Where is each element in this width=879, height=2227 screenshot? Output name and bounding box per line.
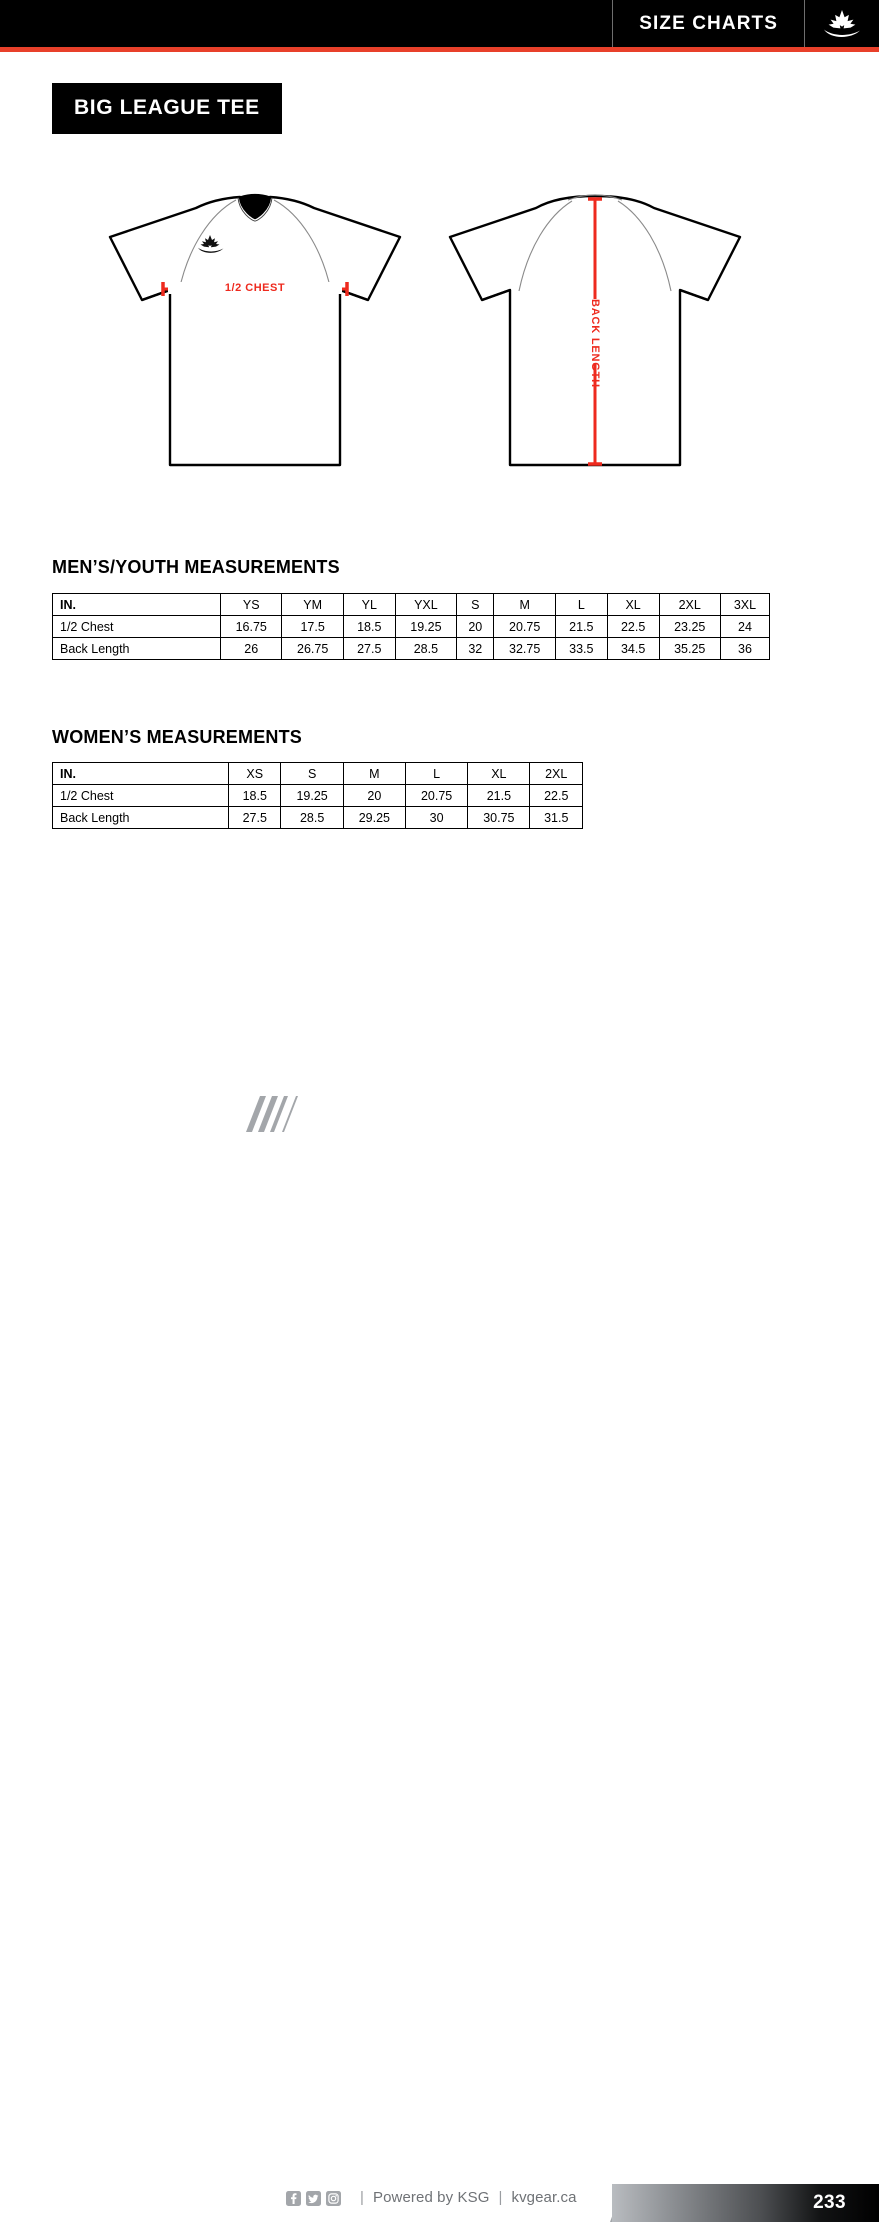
column-header-xl: XL bbox=[468, 763, 530, 785]
table-header-row bbox=[53, 594, 770, 616]
table-row bbox=[53, 638, 770, 660]
cell: 22.5 bbox=[607, 616, 659, 638]
row-label-half-chest: 1/2 Chest bbox=[53, 785, 229, 807]
cell: 27.5 bbox=[229, 807, 281, 829]
column-header-ym: YM bbox=[282, 594, 343, 616]
header-title: SIZE CHARTS bbox=[639, 12, 778, 34]
row-label-back-length: Back Length bbox=[53, 638, 221, 660]
column-header-s: S bbox=[281, 763, 343, 785]
cell: 18.5 bbox=[229, 785, 281, 807]
table-row bbox=[53, 785, 583, 807]
back-length-measure-label: BACK LENGTH bbox=[584, 299, 606, 363]
page-header bbox=[0, 0, 879, 47]
footer-separator-2: | bbox=[498, 2189, 503, 2206]
footer-slash-decoration-left bbox=[246, 1096, 302, 1137]
cell: 20 bbox=[343, 785, 405, 807]
chest-measure-label: 1/2 CHEST bbox=[168, 282, 342, 294]
cell: 28.5 bbox=[281, 807, 343, 829]
cell: 16.75 bbox=[221, 616, 282, 638]
column-header-l: L bbox=[405, 763, 467, 785]
cell: 20 bbox=[457, 616, 494, 638]
womens-measurements-heading: WOMEN’S MEASUREMENTS bbox=[52, 727, 303, 747]
product-title: BIG LEAGUE TEE bbox=[74, 96, 260, 119]
header-accent-stripe bbox=[0, 47, 879, 52]
cell: 20.75 bbox=[494, 616, 555, 638]
chest-measure-line bbox=[100, 190, 410, 480]
cell: 34.5 bbox=[607, 638, 659, 660]
cell: 32 bbox=[457, 638, 494, 660]
tee-back-illustration bbox=[440, 190, 750, 485]
column-header-2xl: 2XL bbox=[659, 594, 720, 616]
column-header-2xl: 2XL bbox=[530, 763, 583, 785]
column-header-xs: XS bbox=[229, 763, 281, 785]
cell: 21.5 bbox=[468, 785, 530, 807]
womens-measurements-table bbox=[52, 762, 583, 829]
cell: 26 bbox=[221, 638, 282, 660]
table-header-row bbox=[53, 763, 583, 785]
cell: 19.25 bbox=[395, 616, 456, 638]
footer-credits bbox=[360, 2189, 577, 2206]
cell: 17.5 bbox=[282, 616, 343, 638]
column-header-3xl: 3XL bbox=[720, 594, 769, 616]
cell: 31.5 bbox=[530, 807, 583, 829]
product-title-badge bbox=[52, 83, 282, 134]
powered-by-label: Powered by KSG bbox=[373, 2189, 490, 2206]
maple-leaf-swoosh-logo-icon bbox=[805, 0, 879, 47]
column-header-yxl: YXL bbox=[395, 594, 456, 616]
unit-header: IN. bbox=[53, 594, 221, 616]
column-header-xl: XL bbox=[607, 594, 659, 616]
cell: 19.25 bbox=[281, 785, 343, 807]
facebook-icon[interactable] bbox=[286, 2191, 301, 2206]
cell: 23.25 bbox=[659, 616, 720, 638]
cell: 30 bbox=[405, 807, 467, 829]
tee-diagrams bbox=[0, 190, 879, 500]
cell: 20.75 bbox=[405, 785, 467, 807]
cell: 35.25 bbox=[659, 638, 720, 660]
cell: 28.5 bbox=[395, 638, 456, 660]
cell: 27.5 bbox=[343, 638, 395, 660]
cell: 18.5 bbox=[343, 616, 395, 638]
row-label-half-chest: 1/2 Chest bbox=[53, 616, 221, 638]
column-header-yl: YL bbox=[343, 594, 395, 616]
page-number: 233 bbox=[813, 2192, 846, 2213]
footer-separator-1: | bbox=[360, 2189, 364, 2206]
page-footer bbox=[0, 1090, 879, 2213]
cell: 30.75 bbox=[468, 807, 530, 829]
cell: 21.5 bbox=[555, 616, 607, 638]
instagram-icon[interactable] bbox=[326, 2191, 341, 2206]
column-header-m: M bbox=[343, 763, 405, 785]
cell: 33.5 bbox=[555, 638, 607, 660]
row-label-back-length: Back Length bbox=[53, 807, 229, 829]
twitter-icon[interactable] bbox=[306, 2191, 321, 2206]
tee-front-illustration bbox=[100, 190, 410, 485]
cell: 22.5 bbox=[530, 785, 583, 807]
social-links[interactable] bbox=[286, 2191, 341, 2206]
mens-measurements-heading: MEN’S/YOUTH MEASUREMENTS bbox=[52, 557, 340, 577]
cell: 36 bbox=[720, 638, 769, 660]
cell: 26.75 bbox=[282, 638, 343, 660]
column-header-ys: YS bbox=[221, 594, 282, 616]
table-row bbox=[53, 807, 583, 829]
mens-measurements-table bbox=[52, 593, 770, 660]
column-header-l: L bbox=[555, 594, 607, 616]
column-header-m: M bbox=[494, 594, 555, 616]
cell: 29.25 bbox=[343, 807, 405, 829]
table-row bbox=[53, 616, 770, 638]
cell: 24 bbox=[720, 616, 769, 638]
cell: 32.75 bbox=[494, 638, 555, 660]
website-link[interactable]: kvgear.ca bbox=[511, 2189, 577, 2206]
column-header-s: S bbox=[457, 594, 494, 616]
unit-header: IN. bbox=[53, 763, 229, 785]
